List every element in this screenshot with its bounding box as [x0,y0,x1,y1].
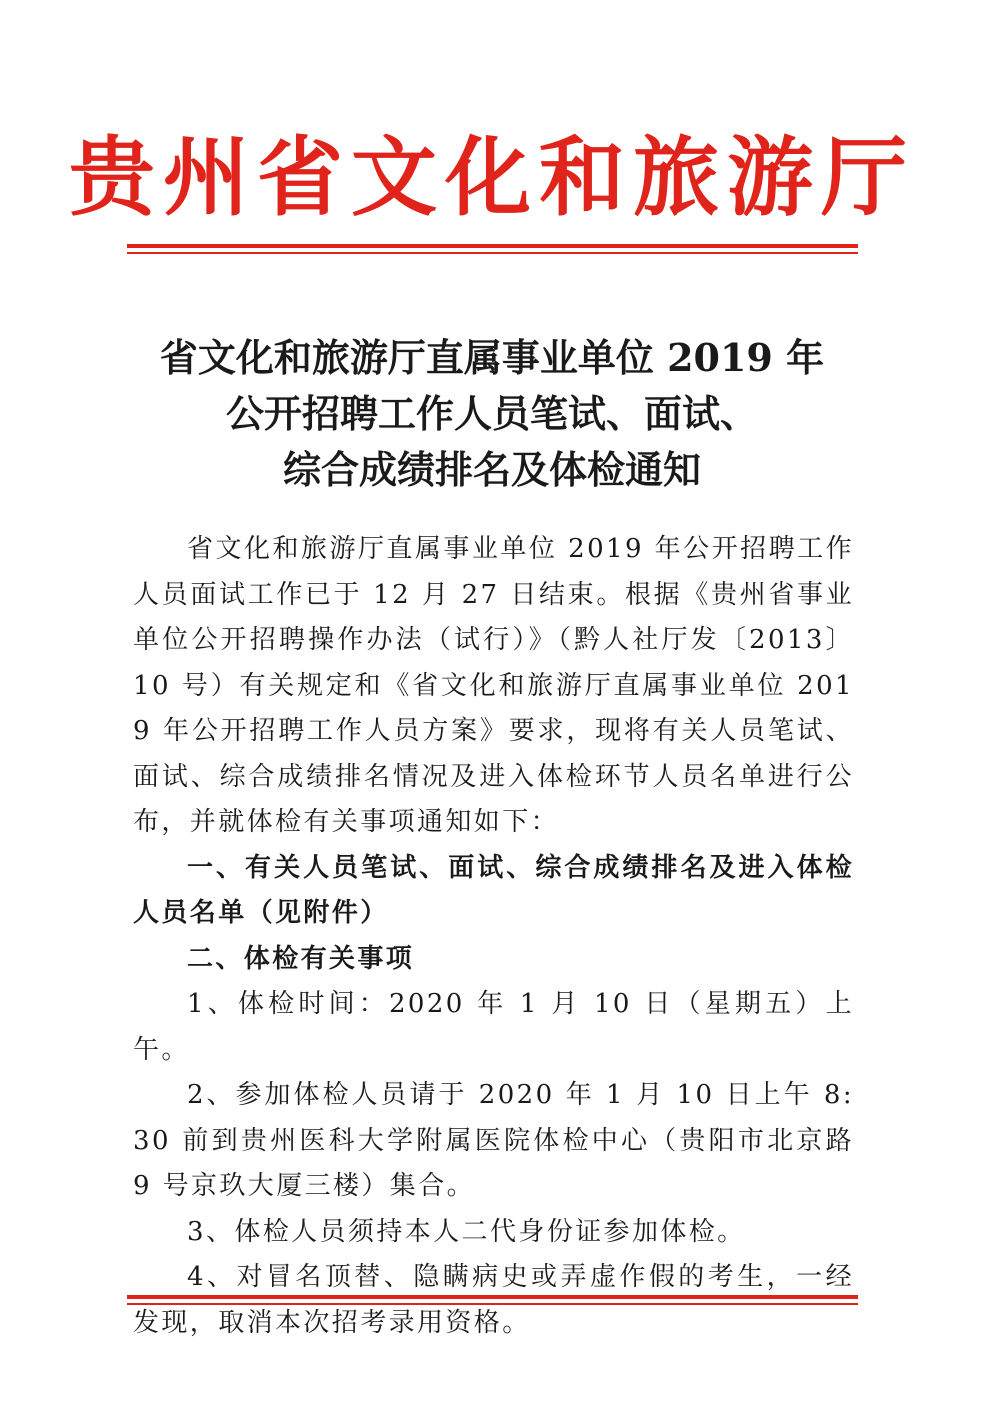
masthead-rule-thick [127,244,858,248]
item-4: 4、对冒名顶替、隐瞒病史或弄虚作假的考生，一经发现，取消本次招考录用资格。 [133,1262,854,1338]
item-1: 1、体检时间：2020 年 1 月 10 日（星期五）上午。 [133,989,854,1065]
masthead-rule-thin [127,252,858,254]
section-2-heading: 二、体检有关事项 [187,943,415,974]
masthead-title: 贵州省文化和旅游厅 [69,127,915,228]
document-title-line-2: 公开招聘工作人员笔试、面试、 [225,391,758,436]
footer-rule-thick [127,1295,858,1299]
section-1-heading: 一、有关人员笔试、面试、综合成绩排名及进入体检人员名单（见附件） [133,852,854,928]
document-title-line-3: 综合成绩排名及体检通知 [282,447,701,492]
item-2: 2、参加体检人员请于 2020 年 1 月 10 日上午 8:30 前到贵州医科大学附属医院体检中心（贵阳市北京路 9 号京玖大厦三楼）集合。 [133,1080,854,1201]
intro-paragraph: 省文化和旅游厅直属事业单位 2019 年公开招聘工作人员面试工作已于 12 月 27 日结束。根据《贵州省事业单位公开招聘操作办法（试行）》（黔人社厅发〔2013〕10 号）有关规定和《省文化和旅游厅直属事业单位 2019 年公开招聘工作人员方案》要求，现将有关人员笔试、面试、综合成绩排名情况及进入体检环节人员名单进行公布，并就体检有关事项通知如下： [133,534,854,837]
item-3: 3、体检人员须持本人二代身份证参加体检。 [187,1216,746,1247]
footer-rule-thin [127,1303,858,1305]
document-title-line-1: 省文化和旅游厅直属事业单位 2019 年 [159,335,825,380]
document-body [133,527,854,1346]
